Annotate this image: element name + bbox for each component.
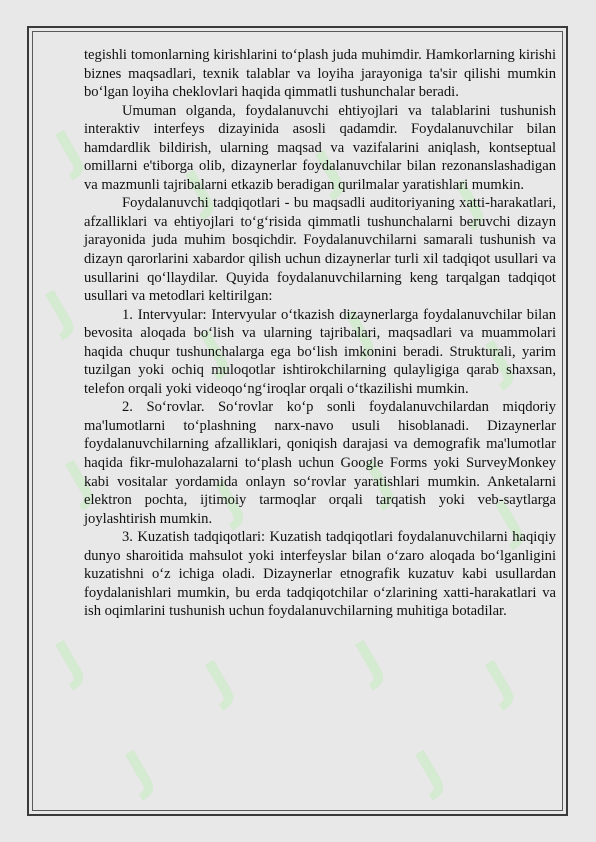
paragraph: Umuman olganda, foydalanuvchi ehtiyojlari va talablarini tushunish interaktiv interfeys dizayinida asosli qadamdir. Foydalanuvchilar bilan hamdardlik bildirish, ularning maqsad va vazifalarini aniqlash, kontseptual omillarni e'tiborga olib, dizaynerlar foydalanuvchilar bilan rezonanslashadigan va mazmunli tajribalarni etkazib beradigan qurilmalar yaratishlari mumkin. (84, 102, 556, 193)
svg-text:J: J (206, 469, 254, 532)
svg-text:J: J (476, 649, 524, 712)
document-body (84, 46, 556, 621)
svg-text:J: J (476, 329, 524, 392)
svg-text:J: J (406, 739, 454, 802)
svg-text:J: J (346, 629, 394, 692)
svg-text:J: J (116, 739, 164, 802)
svg-text:J: J (446, 169, 494, 232)
svg-text:J: J (356, 449, 404, 512)
paragraph: tegishli tomonlarning kirishlarini to‘plash juda muhimdir. Hamkorlarning kirishi biznes maqsadlari, texnik talablar va loyiha jarayoniga ta'sir qilishi mumkin bo‘lgan loyiha cheklovlari haqida qimmatli tushunchalar beradi. (84, 47, 556, 101)
paragraph: 1. Intervyular: Intervyular o‘tkazish dizaynerlarga foydalanuvchilar bilan bevosita aloqada bo‘lish va ularning tajribalari, maqsadlari va muammolari haqida chuqur tushunchalarga ega bo‘lish imkonini beradi. Strukturali, yarim tuzilgan yoki ochiq muloqotlar ishtirokchilarning qulayligiga qarab shaxsan, telefon orqali yoki videoqo‘ng‘iroqlar orqali o‘tkazilishi mumkin. (84, 306, 556, 397)
svg-text:J: J (486, 489, 534, 552)
paragraph: 2. So‘rovlar. So‘rovlar ko‘p sonli foydalanuvchilardan miqdoriy ma'lumotlarni to‘plashning narx-navo usuli hisoblanadi. Dizaynerlar foydalanuvchilarning afzalliklari, qoniqish darajasi va demografik ma'lumotlar haqida fikr-mulohazalarni to‘plash uchun Google Forms yoki SurveyMonkey kabi vositalar yordamida onlayn so‘rovlar yaratishlari mumkin. Anketalarni elektron pochta, ijtimoiy tarmoqlar orqali tarqatish yoki veb-saytlarga joylashtirish mumkin. (84, 399, 556, 527)
svg-text:J: J (191, 319, 239, 382)
svg-text:J: J (306, 139, 354, 202)
svg-text:J: J (196, 649, 244, 712)
svg-text:J: J (36, 279, 84, 342)
paragraph: Foydalanuvchi tadqiqotlari - bu maqsadli auditoriyaning xatti-harakatlari, afzalliklari va ehtiyojlari to‘g‘risida qimmatli tushunchalarni beruvchi dizayn jarayonida juda muhim bosqichdir. Foydalanuvchilarni samarali tushunish va dizayn qarorlarini xabardor qilish uchun dizaynerlar turli xil tadqiqot usullari va usullarini qo‘llaydilar. Quyida foydalanuvchilarning keng tarqalgan tadqiqot usullari va metodlari keltirilgan: (84, 195, 556, 305)
svg-text:J: J (336, 299, 384, 362)
svg-text:J: J (176, 159, 224, 222)
svg-text:J: J (46, 629, 94, 692)
svg-text:J: J (46, 119, 94, 182)
paragraph: 3. Kuzatish tadqiqotlari: Kuzatish tadqiqotlari foydalanuvchilarni haqiqiy dunyo sharoitida mahsulot yoki interfeyslar bilan o‘zaro aloqada bo‘lganligini kuzatishni o‘z ichiga oladi. Dizaynerlar etnografik kuzatuv kabi usullardan foydalanishlari mumkin, bu erda tadqiqotchilar o‘zlarining xatti-harakatlari va ish oqimlarini tushunish uchun foydalanuvchilarning muhitiga botadilar. (84, 529, 556, 620)
svg-text:J: J (56, 449, 104, 512)
